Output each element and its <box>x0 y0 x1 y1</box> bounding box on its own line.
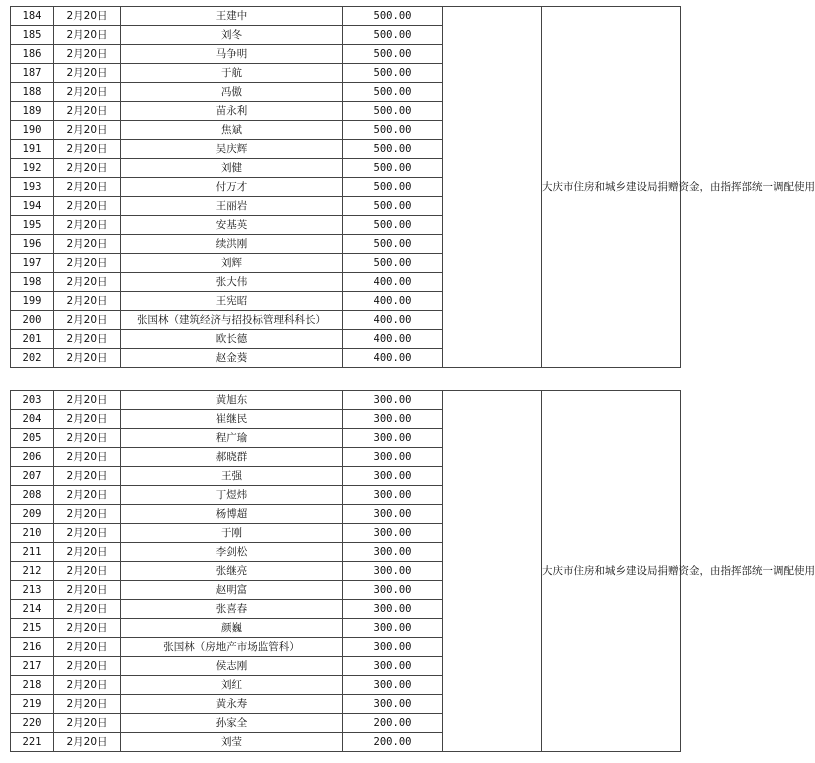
donation-table-1-body <box>11 7 815 368</box>
date-cell: 2月20日 <box>54 330 121 349</box>
amount-cell: 500.00 <box>343 254 443 273</box>
serial-number-cell: 218 <box>11 676 54 695</box>
date-cell: 2月20日 <box>54 467 121 486</box>
serial-number-cell: 220 <box>11 714 54 733</box>
donor-name-cell: 吴庆辉 <box>121 140 343 159</box>
donor-name-cell: 苗永利 <box>121 102 343 121</box>
blank-column-cell <box>443 391 542 752</box>
table-row <box>11 391 681 410</box>
serial-number-cell: 194 <box>11 197 54 216</box>
amount-cell: 400.00 <box>343 349 443 368</box>
remarks-cell: 大庆市住房和城乡建设局捐赠资金，由指挥部统一调配使用 <box>542 391 681 752</box>
date-cell: 2月20日 <box>54 292 121 311</box>
date-cell: 2月20日 <box>54 159 121 178</box>
amount-cell: 300.00 <box>343 524 443 543</box>
donor-name-cell: 刘红 <box>121 676 343 695</box>
date-cell: 2月20日 <box>54 7 121 26</box>
amount-cell: 300.00 <box>343 562 443 581</box>
donor-name-cell: 王建中 <box>121 7 343 26</box>
serial-number-cell: 201 <box>11 330 54 349</box>
blank-column-cell <box>443 7 542 368</box>
amount-cell: 500.00 <box>343 83 443 102</box>
date-cell: 2月20日 <box>54 676 121 695</box>
serial-number-cell: 204 <box>11 410 54 429</box>
amount-cell: 500.00 <box>343 102 443 121</box>
donor-name-cell: 丁煜炜 <box>121 486 343 505</box>
date-cell: 2月20日 <box>54 733 121 752</box>
serial-number-cell: 195 <box>11 216 54 235</box>
serial-number-cell: 193 <box>11 178 54 197</box>
donor-name-cell: 孙家全 <box>121 714 343 733</box>
amount-cell: 200.00 <box>343 714 443 733</box>
serial-number-cell: 208 <box>11 486 54 505</box>
serial-number-cell: 202 <box>11 349 54 368</box>
serial-number-cell: 200 <box>11 311 54 330</box>
donor-name-cell: 王强 <box>121 467 343 486</box>
donation-table-1 <box>10 6 815 368</box>
amount-cell: 300.00 <box>343 486 443 505</box>
donor-name-cell: 张大伟 <box>121 273 343 292</box>
donor-name-cell: 于航 <box>121 64 343 83</box>
donor-name-cell: 张国林（房地产市场监管科） <box>121 638 343 657</box>
date-cell: 2月20日 <box>54 619 121 638</box>
serial-number-cell: 197 <box>11 254 54 273</box>
date-cell: 2月20日 <box>54 273 121 292</box>
serial-number-cell: 199 <box>11 292 54 311</box>
serial-number-cell: 215 <box>11 619 54 638</box>
amount-cell: 300.00 <box>343 429 443 448</box>
serial-number-cell: 188 <box>11 83 54 102</box>
date-cell: 2月20日 <box>54 311 121 330</box>
date-cell: 2月20日 <box>54 448 121 467</box>
serial-number-cell: 189 <box>11 102 54 121</box>
date-cell: 2月20日 <box>54 26 121 45</box>
serial-number-cell: 190 <box>11 121 54 140</box>
amount-cell: 500.00 <box>343 178 443 197</box>
amount-cell: 500.00 <box>343 159 443 178</box>
amount-cell: 500.00 <box>343 197 443 216</box>
serial-number-cell: 211 <box>11 543 54 562</box>
serial-number-cell: 186 <box>11 45 54 64</box>
donor-name-cell: 马争明 <box>121 45 343 64</box>
donor-name-cell: 刘冬 <box>121 26 343 45</box>
amount-cell: 500.00 <box>343 26 443 45</box>
serial-number-cell: 209 <box>11 505 54 524</box>
date-cell: 2月20日 <box>54 178 121 197</box>
date-cell: 2月20日 <box>54 429 121 448</box>
serial-number-cell: 196 <box>11 235 54 254</box>
serial-number-cell: 191 <box>11 140 54 159</box>
serial-number-cell: 219 <box>11 695 54 714</box>
donor-name-cell: 张喜春 <box>121 600 343 619</box>
donor-name-cell: 赵金葵 <box>121 349 343 368</box>
amount-cell: 400.00 <box>343 292 443 311</box>
amount-cell: 300.00 <box>343 676 443 695</box>
amount-cell: 300.00 <box>343 581 443 600</box>
amount-cell: 400.00 <box>343 330 443 349</box>
donor-name-cell: 刘健 <box>121 159 343 178</box>
date-cell: 2月20日 <box>54 695 121 714</box>
date-cell: 2月20日 <box>54 505 121 524</box>
donor-name-cell: 黄旭东 <box>121 391 343 410</box>
amount-cell: 300.00 <box>343 695 443 714</box>
amount-cell: 500.00 <box>343 121 443 140</box>
serial-number-cell: 216 <box>11 638 54 657</box>
amount-cell: 200.00 <box>343 733 443 752</box>
date-cell: 2月20日 <box>54 235 121 254</box>
donor-name-cell: 付万才 <box>121 178 343 197</box>
donor-name-cell: 颜巍 <box>121 619 343 638</box>
donation-table-2-body <box>11 391 815 752</box>
donor-name-cell: 杨博超 <box>121 505 343 524</box>
date-cell: 2月20日 <box>54 102 121 121</box>
amount-cell: 300.00 <box>343 410 443 429</box>
amount-cell: 400.00 <box>343 311 443 330</box>
serial-number-cell: 212 <box>11 562 54 581</box>
serial-number-cell: 198 <box>11 273 54 292</box>
serial-number-cell: 221 <box>11 733 54 752</box>
amount-cell: 300.00 <box>343 619 443 638</box>
amount-cell: 300.00 <box>343 505 443 524</box>
date-cell: 2月20日 <box>54 216 121 235</box>
serial-number-cell: 192 <box>11 159 54 178</box>
date-cell: 2月20日 <box>54 197 121 216</box>
donor-name-cell: 郝晓群 <box>121 448 343 467</box>
donor-name-cell: 欧长德 <box>121 330 343 349</box>
serial-number-cell: 210 <box>11 524 54 543</box>
donor-name-cell: 焦斌 <box>121 121 343 140</box>
donor-name-cell: 崔继民 <box>121 410 343 429</box>
amount-cell: 500.00 <box>343 140 443 159</box>
donation-table-2 <box>10 390 815 752</box>
amount-cell: 300.00 <box>343 543 443 562</box>
amount-cell: 300.00 <box>343 391 443 410</box>
donor-name-cell: 续洪刚 <box>121 235 343 254</box>
amount-cell: 500.00 <box>343 7 443 26</box>
date-cell: 2月20日 <box>54 714 121 733</box>
remarks-cell: 大庆市住房和城乡建设局捐赠资金，由指挥部统一调配使用 <box>542 7 681 368</box>
date-cell: 2月20日 <box>54 410 121 429</box>
amount-cell: 500.00 <box>343 64 443 83</box>
donor-name-cell: 于刚 <box>121 524 343 543</box>
amount-cell: 500.00 <box>343 235 443 254</box>
serial-number-cell: 203 <box>11 391 54 410</box>
serial-number-cell: 184 <box>11 7 54 26</box>
donor-name-cell: 刘莹 <box>121 733 343 752</box>
date-cell: 2月20日 <box>54 524 121 543</box>
donor-name-cell: 安基英 <box>121 216 343 235</box>
amount-cell: 300.00 <box>343 448 443 467</box>
donor-name-cell: 黄永寿 <box>121 695 343 714</box>
donor-name-cell: 王宪昭 <box>121 292 343 311</box>
amount-cell: 500.00 <box>343 216 443 235</box>
date-cell: 2月20日 <box>54 657 121 676</box>
serial-number-cell: 217 <box>11 657 54 676</box>
date-cell: 2月20日 <box>54 45 121 64</box>
date-cell: 2月20日 <box>54 140 121 159</box>
amount-cell: 400.00 <box>343 273 443 292</box>
date-cell: 2月20日 <box>54 562 121 581</box>
donor-name-cell: 张国林（建筑经济与招投标管理科科长） <box>121 311 343 330</box>
date-cell: 2月20日 <box>54 83 121 102</box>
amount-cell: 300.00 <box>343 467 443 486</box>
date-cell: 2月20日 <box>54 600 121 619</box>
donor-name-cell: 王丽岩 <box>121 197 343 216</box>
amount-cell: 300.00 <box>343 638 443 657</box>
donor-name-cell: 侯志刚 <box>121 657 343 676</box>
donor-name-cell: 冯傲 <box>121 83 343 102</box>
amount-cell: 300.00 <box>343 657 443 676</box>
serial-number-cell: 185 <box>11 26 54 45</box>
date-cell: 2月20日 <box>54 64 121 83</box>
date-cell: 2月20日 <box>54 486 121 505</box>
serial-number-cell: 214 <box>11 600 54 619</box>
amount-cell: 300.00 <box>343 600 443 619</box>
serial-number-cell: 206 <box>11 448 54 467</box>
donor-name-cell: 程广瑜 <box>121 429 343 448</box>
amount-cell: 500.00 <box>343 45 443 64</box>
donor-name-cell: 李剑松 <box>121 543 343 562</box>
date-cell: 2月20日 <box>54 543 121 562</box>
donor-name-cell: 张继亮 <box>121 562 343 581</box>
serial-number-cell: 187 <box>11 64 54 83</box>
donor-name-cell: 刘辉 <box>121 254 343 273</box>
donor-name-cell: 赵明富 <box>121 581 343 600</box>
date-cell: 2月20日 <box>54 391 121 410</box>
serial-number-cell: 207 <box>11 467 54 486</box>
serial-number-cell: 205 <box>11 429 54 448</box>
date-cell: 2月20日 <box>54 581 121 600</box>
serial-number-cell: 213 <box>11 581 54 600</box>
date-cell: 2月20日 <box>54 254 121 273</box>
date-cell: 2月20日 <box>54 349 121 368</box>
date-cell: 2月20日 <box>54 638 121 657</box>
table-row <box>11 7 681 26</box>
date-cell: 2月20日 <box>54 121 121 140</box>
